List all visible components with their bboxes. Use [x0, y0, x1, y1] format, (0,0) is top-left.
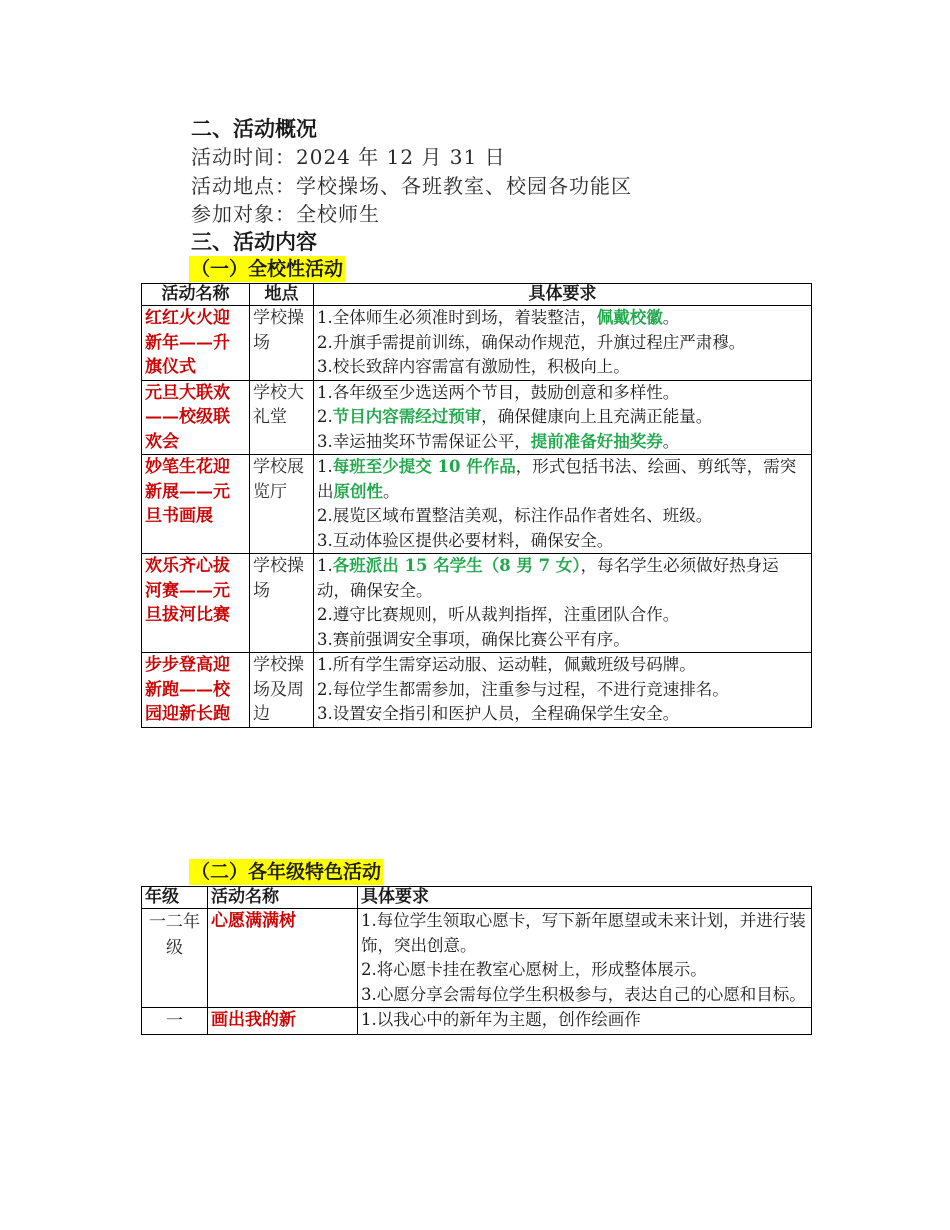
- table-row: [142, 455, 812, 554]
- requirement-line: [317, 405, 808, 430]
- requirement-text: 2.将心愿卡挂在教室心愿树上，形成整体展示。: [361, 960, 707, 979]
- requirement-line: [317, 628, 808, 653]
- highlight-text: 节目内容需经过预审: [332, 407, 482, 426]
- requirements-cell: [314, 380, 812, 455]
- activity-time: 活动时间：2024 年 12 月 31 日: [191, 145, 506, 169]
- requirement-text: 2.展览区域布置整洁美观，标注作品作者姓名、班级。: [317, 506, 713, 525]
- requirement-line: [317, 702, 808, 727]
- requirement-text: 2.升旗手需提前训练，确保动作规范，升旗过程庄严肃穆。: [317, 332, 746, 352]
- requirement-text: 1.全体师生必须准时到场，着装整洁，: [317, 308, 597, 327]
- location-cell: 学校操场: [250, 554, 314, 653]
- activity-name-cell: 元旦大联欢——校级联欢会: [142, 380, 250, 455]
- requirement-line: [317, 603, 808, 628]
- requirement-line: [317, 455, 808, 504]
- grade-cell: 一二年级: [142, 909, 208, 1008]
- requirement-text: 1.: [317, 556, 333, 575]
- requirement-line: [361, 983, 808, 1008]
- header-location: 地点: [250, 284, 314, 306]
- table-row: [142, 1008, 812, 1035]
- requirement-text: 3.赛前强调安全事项，确保比赛公平有序。: [317, 629, 630, 649]
- location-cell: 学校大礼堂: [250, 380, 314, 455]
- requirement-line: [317, 554, 808, 603]
- requirement-line: [361, 909, 808, 958]
- grade-activities-table: [141, 886, 812, 1035]
- table-row: [142, 653, 812, 728]
- requirements-cell: [314, 306, 812, 381]
- requirement-text: 1.: [317, 457, 333, 476]
- requirement-line: [317, 381, 808, 406]
- schoolwide-activities-table: [141, 283, 812, 728]
- activity-name-cell: 红红火火迎新年——升旗仪式: [142, 306, 250, 381]
- requirements-cell: [314, 653, 812, 728]
- header-activity-name: 活动名称: [142, 284, 250, 306]
- activity-place: 活动地点：学校操场、各班教室、校园各功能区: [191, 174, 632, 198]
- requirement-line: [317, 529, 808, 554]
- table-row: [142, 380, 812, 455]
- part2-heading: （二）各年级特色活动: [191, 861, 382, 883]
- location-cell: 学校操场: [250, 306, 314, 381]
- requirement-text: 2.每位学生都需参加，注重参与过程，不进行竞速排名。: [317, 679, 729, 699]
- requirement-text: 3.设置安全指引和医护人员，全程确保学生安全。: [317, 704, 680, 723]
- section2-heading: 二、活动概况: [191, 116, 317, 141]
- header-requirements: 具体要求: [358, 887, 812, 909]
- requirement-text: ，形式包括书法、绘画、剪纸等，需突出: [317, 457, 797, 501]
- requirement-line: [317, 331, 808, 356]
- requirement-text: 1.每位学生领取心愿卡，写下新年愿望或未来计划，并进行装饰，突出创意。: [361, 911, 806, 955]
- location-cell: 学校展览厅: [250, 455, 314, 554]
- requirement-text: 3.互动体验区提供必要材料，确保安全。: [317, 530, 614, 550]
- activity-name-cell: 心愿满满树: [208, 909, 358, 1008]
- header-activity-name: 活动名称: [208, 887, 358, 909]
- requirement-text: ，每名学生必须做好热身运动，确保安全。: [317, 556, 779, 600]
- requirement-text: 。: [662, 308, 680, 327]
- activity-name-cell: 妙笔生花迎新展——元旦书画展: [142, 455, 250, 554]
- table-header-row: [142, 887, 812, 909]
- requirement-text: 。: [662, 431, 680, 451]
- requirement-text: 1.所有学生需穿运动服、运动鞋，佩戴班级号码牌。: [317, 655, 696, 674]
- section3-heading: 三、活动内容: [191, 229, 317, 254]
- activity-participants: 参加对象：全校师生: [191, 202, 380, 226]
- requirement-line: [317, 430, 808, 455]
- highlight-text: 原创性: [333, 481, 383, 501]
- requirement-line: [317, 653, 808, 678]
- requirement-line: [361, 1008, 808, 1033]
- highlight-text: 各班派出 15 名学生（8 男 7 女）: [332, 556, 581, 575]
- location-cell: 学校操场及周边: [250, 653, 314, 728]
- requirement-line: [317, 504, 808, 529]
- activity-name-cell: 欢乐齐心拔河赛——元旦拔河比赛: [142, 554, 250, 653]
- activity-name-cell: 步步登高迎新跑——校园迎新长跑: [142, 653, 250, 728]
- requirement-text: 3.心愿分享会需每位学生积极参与，表达自己的心愿和目标。: [361, 984, 806, 1004]
- table-row: [142, 909, 812, 1008]
- highlight-text: 提前准备好抽奖券: [530, 431, 663, 451]
- requirement-text: 2.: [317, 407, 333, 426]
- table-header-row: [142, 284, 812, 306]
- requirement-text: 2.遵守比赛规则，听从裁判指挥，注重团队合作。: [317, 605, 680, 624]
- table-row: [142, 554, 812, 653]
- requirement-text: 1.以我心中的新年为主题，创作绘画作: [361, 1010, 641, 1029]
- activity-name-cell: 画出我的新: [208, 1008, 358, 1035]
- table-row: [142, 306, 812, 381]
- part1-heading: （一）全校性活动: [191, 258, 344, 280]
- requirements-cell: [314, 455, 812, 554]
- header-requirements: 具体要求: [314, 284, 812, 306]
- highlight-text: 每班至少提交 10 件作品: [332, 457, 516, 476]
- header-grade: 年级: [142, 887, 208, 909]
- requirement-line: [317, 355, 808, 380]
- requirement-text: 3.校长致辞内容需富有激励性，积极向上。: [317, 357, 630, 376]
- requirement-text: 1.各年级至少选送两个节目，鼓励创意和多样性。: [317, 382, 680, 402]
- grade-cell: 一: [142, 1008, 208, 1035]
- requirements-cell: [358, 909, 812, 1008]
- requirement-text: ，确保健康向上且充满正能量。: [481, 407, 713, 426]
- requirements-cell: [358, 1008, 812, 1035]
- requirement-line: [317, 306, 808, 331]
- highlight-text: 佩戴校徽: [596, 308, 663, 327]
- requirement-line: [361, 958, 808, 983]
- requirement-text: 。: [383, 481, 400, 501]
- requirements-cell: [314, 554, 812, 653]
- requirement-line: [317, 678, 808, 703]
- requirement-text: 3.幸运抽奖环节需保证公平，: [317, 431, 531, 451]
